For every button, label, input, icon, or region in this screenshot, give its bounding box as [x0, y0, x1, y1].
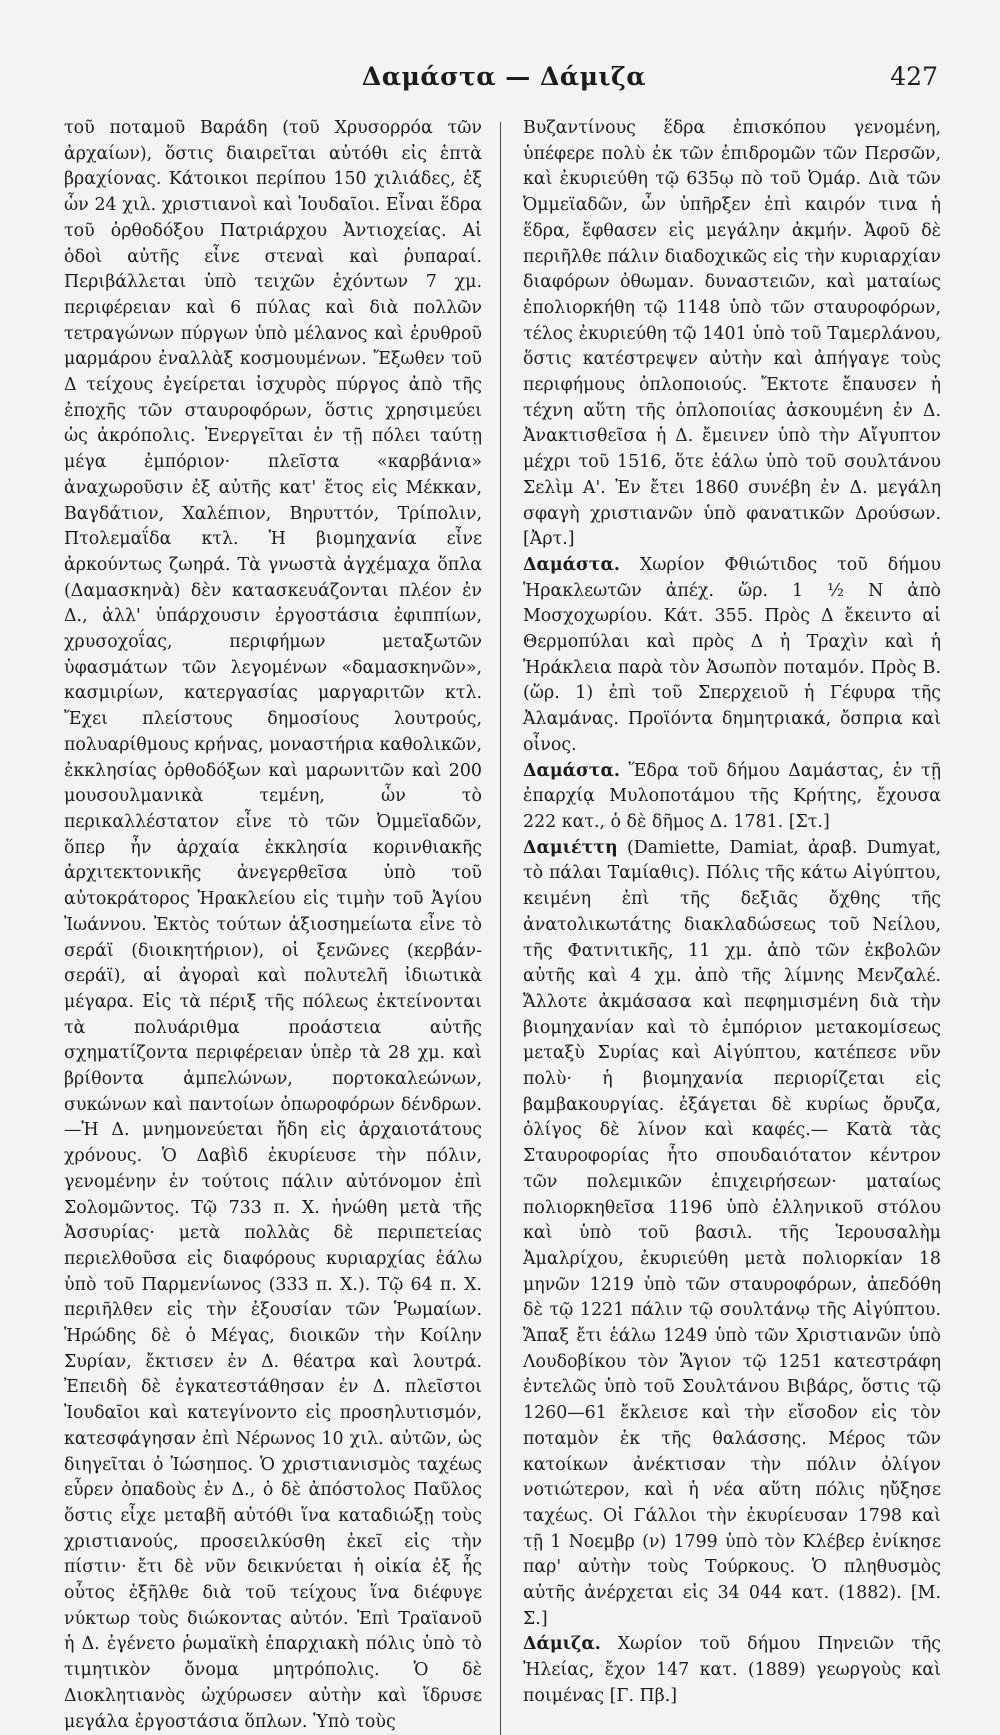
entry-damiza	[523, 1632, 941, 1709]
entry-damaskos-continued: Βυζαντίνους ἕδρα ἐπισκόπου γενομένη, ὑπέφερε πολὺ ἐκ τῶν ἐπιδρομῶν τῶν Περσῶν, καὶ ἐκυριεύθη τῷ 635ῳ πὸ τοῦ Ὀμάρ. Διὰ τῶν Ὀμμεϊαδῶν, ὧν ὑπῆρξεν ἐπὶ καιρόν τινα ἡ ἕδρα, ἔφθασεν εἰς μεγάλην ἀκμήν. Ἀφοῦ δὲ περιῆλθε πάλιν διαδοχικῶς εἰς τὴν κυριαρχίαν διαφόρων ὀθωμαν. δυναστειῶν, καὶ ματαίως ἐπολιορκήθη τῷ 1148 ὑπὸ τῶν σταυροφόρων, τέλος ἐκυριεύθη τῷ 1401 ὑπὸ τοῦ Ταμερλάνου, ὅστις κατέστρεψεν αὐτὴν καὶ ἀπήγαγε τοὺς περιφήμους ὁπλοποιούς. Ἔκτοτε ἔπαυσεν ἡ τέχνη αὕτη τῆς ὁπλοποιίας ἀσκουμένη ἐν Δ. Ἀνακτισθεῖσα ἡ Δ. ἔμεινεν ὑπὸ τὴν Αἴγυπτον μέχρι τοῦ 1516, ὅτε ἑάλω ὑπὸ τοῦ σουλτάνου Σελὶμ Α'. Ἐν ἔτει 1860 συνέβη ἐν Δ. μεγάλη σφαγὴ χριστιανῶν ὑπὸ φανατικῶν Δρούσων. [Ἀρτ.]	[523, 118, 941, 550]
entry-body: Χωρίον Φθιώτιδος τοῦ δήμου Ἡρακλεωτῶν ἀπέχ. ὥρ. 1 ½ Ν ἀπὸ Μοσχοχωρίου. Κάτ. 355. Πρὸς Δ ἔκειντο αἱ Θερμοπύλαι καὶ πρὸς Δ ἡ Τραχὶν καὶ ἡ Ἡράκλεια παρὰ τὸν Ἀσωπὸν ποταμόν. Πρὸς Β. (ὥρ. 1) ἐπὶ τοῦ Σπερχειοῦ ἡ Γέφυρα τῆς Ἀλαμάνας. Προϊόντα δημητριακά, ὄσπρια καὶ οἶνος.	[523, 554, 941, 755]
entry-body: Ἕδρα τοῦ δήμου Δαμάστας, ἐν τῇ ἐπαρχίᾳ Μυλοποτάμου τῆς Κρήτης, ἔχουσα 222 κατ., ὁ δὲ δῆμος Δ. 1781. [Στ.]	[523, 760, 941, 832]
entry-damietti	[523, 836, 941, 1633]
entry-headword: Δαμάστα.	[523, 554, 620, 575]
page-header	[64, 62, 944, 102]
entry-headword: Δάμιζα.	[523, 1634, 601, 1655]
right-column	[523, 116, 941, 1735]
entry-headword: Δαμάστα.	[523, 760, 620, 781]
left-column-text: τοῦ ποταμοῦ Βαράδη (τοῦ Χρυσορρόα τῶν ἀρχαίων), ὅστις διαιρεῖται αὐτόθι εἰς ἑπτὰ βραχίονας. Κάτοικοι περίπου 150 χιλιάδες, ἐξ ὧν 24 χιλ. χριστιανοὶ καὶ Ἰουδαῖοι. Εἶναι ἕδρα τοῦ ὀρθοδόξου Πατριάρχου Ἀντιοχείας. Αἱ ὁδοὶ αὐτῆς εἶνε στεναὶ καὶ ῥυπαραί. Περιβάλλεται ὑπὸ τειχῶν ἐχόντων 7 χμ. περιφέρειαν καὶ 6 πύλας καὶ διὰ πολλῶν τετραγώνων πύργων ὑπὸ μέλανος καὶ ἐρυθροῦ μαρμάρου ἐναλλὰξ κοσμουμένων. Ἔξωθεν τοῦ Δ τείχους ἐγείρεται ἰσχυρὸς πύργος ἀπὸ τῆς ἐποχῆς τῶν σταυροφόρων, ὅστις χρησιμεύει ὡς ἀκρόπολις. Ἐνεργεῖται ἐν τῇ πόλει ταύτῃ μέγα ἐμπόριον· πλεῖστα «καρβάνια» ἀναχωροῦσιν ἐξ αὐτῆς κατ' ἔτος εἰς Μέκκαν, Βαγδάτιον, Χαλέπιον, Βηρυττόν, Τρίπολιν, Πτολεμαΐδα κτλ. Ἡ βιομηχανία εἶνε ἀρκούντως ζωηρά. Τὰ γνωστὰ ἀγχέμαχα ὅπλα (Δαμασκηνὰ) δὲν κατασκευάζονται πλέον ἐν Δ., ἀλλ' ὑπάρχουσιν ἐργοστάσια ἐφιππίων, χρυσοχοΐας, περιφήμων μεταξωτῶν ὑφασμάτων τῶν λεγομένων «δαμασκηνῶν», κασμιρίων, κατεργασίας μαργαριτῶν κτλ. Ἔχει πλείστους δημοσίους λουτρούς, πολυαρίθμους κρήνας, μοναστήρια καθολικῶν, ἐκκλησίας ὀρθοδόξων καὶ μαρωνιτῶν καὶ 200 μουσουλμανικὰ τεμένη, ὧν τὸ περικαλλέστατον εἶνε τὸ τῶν Ὀμμεϊαδῶν, ὅπερ ἦν ἀρχαία ἐκκλησία κορινθιακῆς ἀρχιτεκτονικῆς ἀνεγερθεῖσα ὑπὸ τοῦ αὐτοκράτορος Ἡρακλείου εἰς τιμὴν τοῦ Ἁγίου Ἰωάννου. Ἐκτὸς τούτων ἀξιοσημείωτα εἶνε τὸ σεράϊ (διοικητήριον), οἱ ξενῶνες (κερβάν-σεράϊ), αἱ ἀγοραὶ καὶ πολυτελῆ ἰδιωτικὰ μέγαρα. Εἰς τὰ πέριξ τῆς πόλεως ἐκτείνονται τὰ πολυάριθμα προάστεια αὐτῆς σχηματίζοντα περιφέρειαν ὑπὲρ τὰ 28 χμ. καὶ βρίθοντα ἀμπελώνων, πορτοκαλεώνων, συκώνων καὶ παντοίων ὀπωροφόρων δένδρων.—Ἡ Δ. μνημονεύεται ἤδη εἰς ἀρχαιοτάτους χρόνους. Ὁ Δαβὶδ ἐκυρίευσε τὴν πόλιν, γενομένην ἐν τούτοις πάλιν αὐτόνομον ἐπὶ Σολομῶντος. Τῷ 733 π. Χ. ἡνώθη μετὰ τῆς Ἀσσυρίας· μετὰ πολλὰς δὲ περιπετείας περιελθοῦσα εἰς διαφόρους κυριαρχίας ἑάλω ὑπὸ τοῦ Παρμενίωνος (333 π. Χ.). Τῷ 64 π. Χ. περιῆλθεν εἰς τὴν ἐξουσίαν τῶν Ῥωμαίων. Ἡρώδης δὲ ὁ Μέγας, διοικῶν τὴν Κοίλην Συρίαν, ἔκτισεν ἐν Δ. θέατρα καὶ λουτρά. Ἐπειδὴ δὲ ἐγκατεστάθησαν ἐν Δ. πλεῖστοι Ἰουδαῖοι καὶ κατεγίνοντο εἰς προσηλυτισμόν, κατεσφάγησαν ἐπὶ Νέρωνος 10 χιλ. αὐτῶν, ὡς διηγεῖται ὁ Ἰώσηπος. Ὁ χριστιανισμὸς ταχέως εὗρεν ὀπαδοὺς ἐν Δ., ὁ δὲ ἀπόστολος Παῦλος ὅστις εἶχε μεταβῆ αὐτόθι ἵνα καταδιώξῃ τοὺς χριστιανούς, προσειλκύσθη ἐκεῖ εἰς τὴν πίστιν· ἔτι δὲ νῦν δεικνύεται ἡ οἰκία ἐξ ἧς οὗτος ἐξῆλθε διὰ τοῦ τείχους ἵνα διέφυγε νύκτωρ τοὺς διώκοντας αὐτόν. Ἐπὶ Τραϊανοῦ ἡ Δ. ἐγένετο ῥωμαϊκὴ ἐπαρχιακὴ πόλις ὑπὸ τὸ τιμητικὸν ὄνομα μητρόπολις. Ὁ δὲ Διοκλητιανὸς ὠχύρωσεν αὐτὴν καὶ ἵδρυσε μεγάλα ἐργοστάσια ὅπλων. Ὑπὸ τοὺς	[64, 118, 482, 1732]
entry-body: Χωρίον τοῦ δήμου Πηνειῶν τῆς Ἠλείας, ἔχον 147 κατ. (1889) γεωργοὺς καὶ ποιμένας [Γ. Πβ.]	[523, 1634, 941, 1706]
entry-damasta-kriti	[523, 759, 941, 836]
entry-body: (Damiette, Damiat, ἀραβ. Dumyat, τὸ πάλαι Ταμίαθις). Πόλις τῆς κάτω Αἰγύπτου, κειμένη ἐπὶ τῆς δεξιᾶς ὄχθης τῆς ἀνατολικωτάτης διακλαδώσεως τοῦ Νείλου, τῆς Φατνιτικῆς, 11 χμ. ἀπὸ τῶν ἐκβολῶν αὐτῆς καὶ 4 χμ. ἀπὸ τῆς λίμνης Μενζαλέ. Ἄλλοτε ἀκμάσασα καὶ πεφημισμένη διὰ τὴν βιομηχανίαν καὶ τὸ ἐμπόριον μετακομίσεως μεταξὺ Συρίας καὶ Αἰγύπτου, κατέπεσε νῦν πολὺ· ἡ βιομηχανία περιορίζεται εἰς βαμβακουργίας. ἐξάγεται δὲ κυρίως ὄρυζα, ὀλίγος δὲ λίνον καὶ καφές.— Κατὰ τὰς Σταυροφορίας ἦτο σπουδαιότατον κέντρον τῶν πολεμικῶν ἐπιχειρήσεων· ματαίως πολιορκηθεῖσα 1196 ὑπὸ ἑλληνικοῦ στόλου καὶ ὑπὸ τοῦ βασιλ. τῆς Ἱερουσαλὴμ Ἀμαλρίχου, ἐκυριεύθη μετὰ πολιορκίαν 18 μηνῶν 1219 ὑπὸ τῶν σταυροφόρων, ἀπεδόθη δὲ τῷ 1221 πάλιν τῷ σουλτάνῳ τῆς Αἰγύπτου. Ἅπαξ ἔτι ἑάλω 1249 ὑπὸ τῶν Χριστιανῶν ὑπὸ Λουδοβίκου τὸν Ἅγιον τῷ 1251 κατεστράφη ἐντελῶς ὑπὸ τοῦ Σουλτάνου Βιβάρς, ὅστις τῷ 1260—61 ἔκλεισε καὶ τὴν εἴσοδον εἰς τὸν ποταμὸν ἐκ τῆς θαλάσσης. Μέρος τῶν κατοίκων ἀνέκτισαν τὴν πόλιν ὀλίγον νοτιώτερον, καὶ ἡ νέα αὕτη πόλις ηὔξησε ταχέως. Οἱ Γάλλοι τὴν ἐκυρίευσαν 1798 καὶ τῇ 1 Νοεμβρ (ν) 1799 ὑπὸ τὸν Κλέβερ ἐνίκησε παρ' αὐτὴν τοὺς Τούρκους. Ὁ πληθυσμὸς αὐτῆς ἀνέρχεται εἰς 34 044 κατ. (1882). [Μ. Σ.]	[523, 837, 941, 1629]
entry-damasta-fthiotida	[523, 553, 941, 759]
left-column	[64, 116, 500, 1735]
text-columns	[64, 116, 944, 1735]
entry-headword: Δαμιέττη	[523, 837, 618, 858]
page-number: 427	[890, 62, 938, 91]
running-head: Δαμάστα — Δάμιζα	[361, 62, 647, 91]
column-divider	[500, 122, 501, 1735]
